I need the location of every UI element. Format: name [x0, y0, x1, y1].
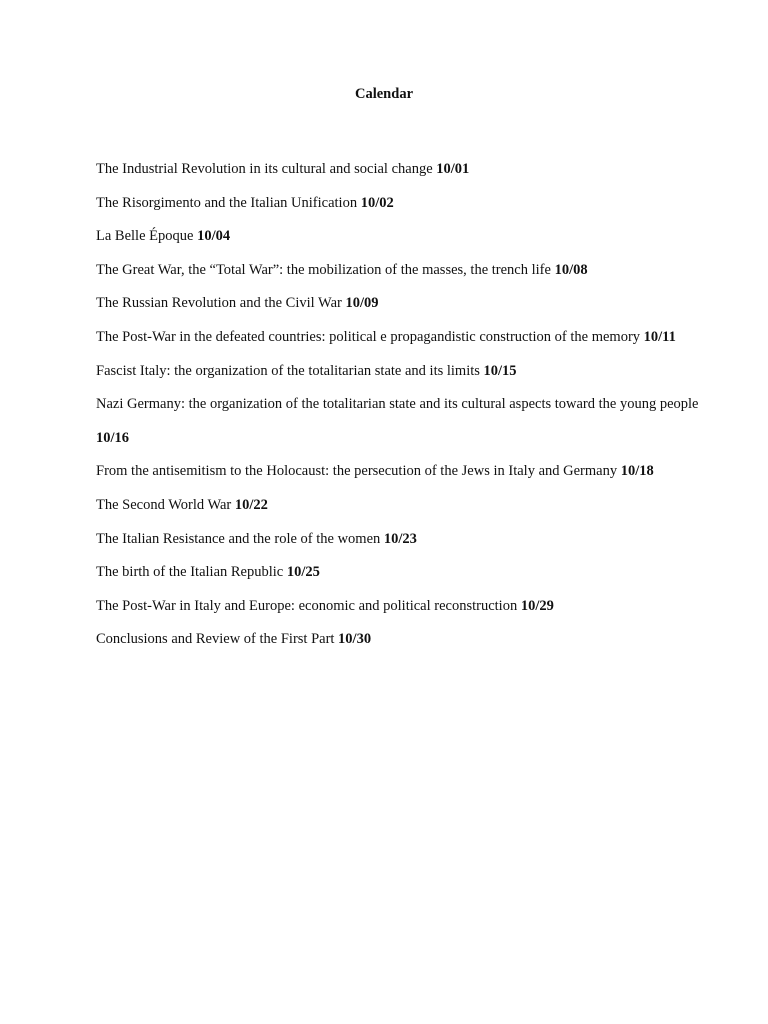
- calendar-entry: [96, 187, 706, 221]
- entry-description: The Risorgimento and the Italian Unification: [96, 194, 358, 211]
- calendar-entry: [96, 254, 706, 288]
- calendar-entry: [96, 556, 706, 590]
- entry-description: La Belle Époque: [96, 228, 194, 245]
- entry-date: 10/01: [436, 161, 470, 177]
- entry-description: The Post-War in the defeated countries: political e propagandistic construction of the memory: [96, 328, 641, 345]
- entry-description: From the antisemitism to the Holocaust: the persecution of the Jews in Italy and Germany: [96, 463, 618, 480]
- entry-date: 10/30: [338, 631, 372, 648]
- calendar-entry: [96, 388, 706, 455]
- calendar-entry: [96, 623, 706, 657]
- entry-description: The Post-War in Italy and Europe: economic and political reconstruction: [96, 597, 518, 614]
- entry-date: 10/23: [383, 530, 417, 547]
- entry-date: 10/25: [286, 564, 320, 581]
- calendar-entry: [96, 590, 706, 624]
- calendar-list: [96, 153, 706, 657]
- entry-description: Conclusions and Review of the First Part: [96, 631, 335, 648]
- calendar-entry: [96, 153, 706, 187]
- entry-date: 10/04: [197, 228, 231, 245]
- entry-date: 10/08: [554, 261, 588, 278]
- calendar-entry: [96, 489, 706, 523]
- entry-date: 10/16: [96, 429, 130, 446]
- entry-description: The Italian Resistance and the role of the women: [96, 530, 381, 547]
- entry-description: The Russian Revolution and the Civil War: [96, 295, 342, 312]
- entry-description: The Second World War: [96, 496, 232, 513]
- calendar-entry: [96, 455, 706, 489]
- entry-description: The birth of the Italian Republic: [96, 564, 284, 581]
- entry-date: 10/11: [643, 328, 676, 345]
- entry-description: Fascist Italy: the organization of the totalitarian state and its limits: [96, 362, 480, 379]
- calendar-entry: [96, 321, 706, 355]
- entry-description: The Industrial Revolution in its cultural and social change: [96, 161, 433, 177]
- calendar-entry: [96, 287, 706, 321]
- calendar-entry: [96, 220, 706, 254]
- entry-date: 10/29: [520, 597, 554, 614]
- entry-date: 10/15: [483, 362, 517, 379]
- entry-date: 10/02: [360, 194, 394, 211]
- entry-date: 10/18: [620, 463, 654, 480]
- entry-description: Nazi Germany: the organization of the totalitarian state and its cultural aspects toward the young people: [96, 396, 699, 413]
- entry-description: The Great War, the “Total War”: the mobilization of the masses, the trench life: [96, 261, 551, 278]
- entry-date: 10/22: [234, 496, 268, 513]
- entry-date: 10/09: [345, 295, 379, 312]
- calendar-entry: [96, 523, 706, 557]
- page-title: Calendar: [355, 86, 413, 102]
- calendar-entry: [96, 355, 706, 389]
